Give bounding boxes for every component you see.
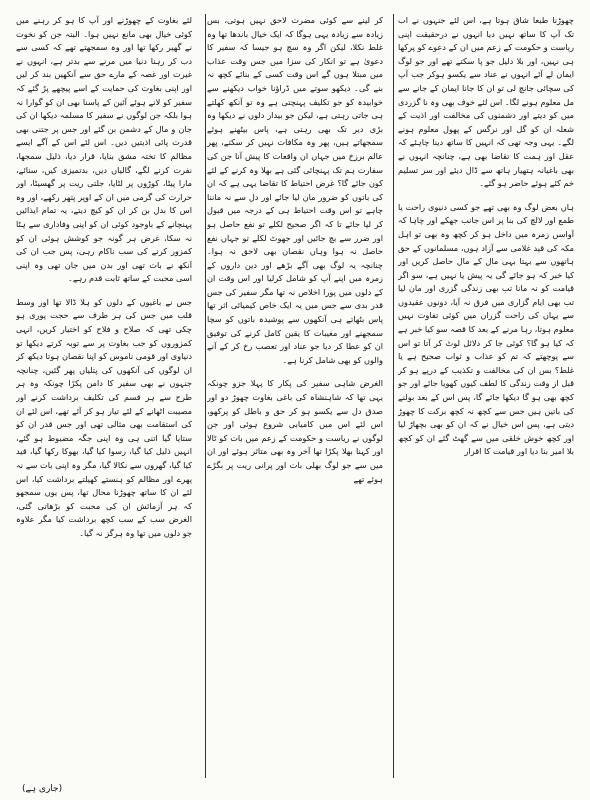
column-right [398, 14, 574, 778]
paragraph: جس نے باغیوں کے دلوں کو ہلا ڈالا تھا اور وسط قلب میں جس کی ہر طرف سے حجت پوری ہو چکی تھی کہ صلاح و فلاح کو اختیار کریں، انہی کمزوروں کو جب بغاوت پر سے توبہ کرتے دیکھا تو دنیاوی اور قومی ناموس کو اپنا نقصان ہوتا دیکھ کر ان لوگوں کی آنکھوں کی پتلیاں پھر گئیں، چنانچہ جنہوں نے بھی سفیر کا دامن پکڑا چونکہ وہ ہر طرح سے ہر قسم کی تکلیف برداشت کرنے اور مصیبت اٹھانے کے لئے تیار ہو کر آئے تھے، اس لئے ان کی استقامت بھی مثالی تھی اور جس قدر ان کو ستایا گیا اتنی ہی وہ اپنی جگہ مضبوط ہو گئے، انہیں ذلیل کیا گیا، رسوا کیا گیا، بھوکا رکھا گیا، قید کیا گیا، گھروں سے نکالا گیا، مگر وہ اپنی بات سے نہ پھرے اور مظالم کو ہنستے کھیلتے برداشت کیا، اس لئے ان کا ساتھ چھوڑنا محال تھا، پس یوں سمجھو کہ ہر آزمائش ان کی محبت کو بڑھاتی گئی، الغرض سب کے سب کچھ برداشت کیا مگر علاوہ جو دلوں میں تھا وہ ہرگز نہ گیا۔ [16, 296, 192, 538]
paragraph: الغرض شاہی سفیر کی پکار کا پہلا جزو چونکہ یہی تھا کہ شاہنشاہ کی باغی بغاوت چھوڑ دو اور صدق دل سے یکسو ہو کر حق و باطل کو پرکھو، اس لئے اس میں کامیابی شروع ہوئی اور جن لوگوں نے ریاست و حکومت کے زعم میں بات کو ٹالا اور کہنا بھلا پکڑا تھا آخر وہ بھی متاثر ہوئے اور ان میں سے جو لوگ بھلی بات اور پرانی ریت پر بگڑے ہوئے تھے [207, 378, 383, 484]
paragraph: کر لینے سے کوئی مضرت لاحق نہیں ہوتی، بس زیادہ سے زیادہ یہی ہوگا کہ ایک خیال باندھا تھا وہ غلط نکلا، لیکن اگر وہ سچ ہو جیسا کہ سفیر کا دعویٰ ہے تو انکار کی سزا میں جس وقت عذاب میں مبتلا ہوں گے اس وقت کسی کے بنائے کچھ نہ بنے گی۔ دیکھو سوتے میں ڈراؤنا خواب دیکھنے سے خوابیدہ کو جو تکلیف پہنچتی ہے وہ تو آنکھ کھلتے ہی جاتی رہتی ہے، لیکن جو بیدار دلوں نے دیکھا وہ بڑی دیر تک بھی رہتی ہے، پاس بیٹھنے ہوئے سمجھاتے ہیں، پھر وہ مکافات نہیں کر سکتے، پھر عالم برزخ میں جہاں ان واقعات کا پیش آنا جن کی سفارت ہم تک پہنچائی گئی ہے بھلا وہ کرنے کے لئے کون جائے گا؟ غرض احتیاط کا تقاضا یہی ہے کہ ان کی باتوں کو ضرور مان لیا جائے اور دل سے نہ ماننا چاہے تو اس وقت احتیاط ہی کے درجہ میں قبول کر لیا جائے تا کہ اگر صحیح لکلے تو نفع حاصل ہو اور ضرر سے بچ جائیں اور جھوٹ لکلے تو جہاں نفع حاصل نہ ہوا وہاں نقصان بھی لاحق نہ ہوا۔ چنانچہ یہ لوگ بھی آگے بڑھے اور دین داروں کے زمرہ میں اپنے آپ کو شامل کرلیا اور اس وقت ان کے دلوں میں پورا اخلاص نہ تھا مگر سفیر کی جس قدر بدی سے جس میں یہ ایک خاص کیمیائی اثر تھا پاس بٹھاتے ہی آنکھوں سے پوشیدہ باتوں کو سچا سمجھنے اور مغیبات کا یقین کامل کرنے کی توفیق ان کو عطا کر دیا جو عناد اور تعصب رخ کر کے آنے والوں کو بھی شامل کرنا ہے۔ [207, 15, 383, 365]
paragraph: لئے بغاوت کے چھوڑنے اور آپ کا ہو کر رہنے میں کوئی خیال بھی مانع نہیں ہوا۔ البتہ جن کو نخوت نے گھیر رکھا تھا اور وہ سمجھتے تھے کہ کسی سے دب کر رہنا دنیا میں مرنے سے بدتر ہے، انہوں نے غیرت اور غصہ کے مارے حق سے آنکھیں بند کر لیں اور اپنی بغاوت کی حمایت کے اسے پیچھے پڑ گئے کہ سفیر کو لانے ہوئے آئین کے پاسنا بھی ان کو گوارا نہ ہوا بلکہ جن لوگوں نے سفیر کا مسلمہ دیکھا ان کی جان و مال کے دشمن بن گئے اور جس پر جتنی بھی قدرت پائی اذیتیں دیں۔ اس لئے اس کے آگے ایسے مظالم کا تختہ مشق بنایا، قرار دیا، ذلیل سمجھا، نفرت کرنے لگے، گالیاں دیں، بدتمیزی کیں، سنائے، مارا پیٹا، کوڑوں پر لٹایا، جلتی ریت پر گھسیٹا، اور حرارت کی گرمی میں ان کے اوپر پتھر رکھے، اور وہ اس کا بدل بن کر ان کو کیچ دیتے، یہ تمام ایذائیں پہنچانے کے باوجود کوئی ان کو اپنی وفاداری سے ہٹا نہ سکا، غرض ہر گونہ جو کوشش ہوئی ان کو کمزور کرنے کی سب ناکام رہی، پس جب ان کی آنکھ نے بات تھی اور بدن میں جان تھی وہ اپنی اسی محبت کے ساتھ ثابت قدم رہے۔ [16, 15, 192, 284]
column-left [16, 14, 192, 778]
text-columns [16, 14, 574, 778]
continued-note: (جاری ہے) [22, 784, 63, 794]
paragraph: چھوڑنا طبعا شاق ہوتا ہے، اس لئے جنہوں نے اب تک آپ کا ساتھ نہیں دیا انہوں نے درحقیقت اپنی ریاست و حکومت کے زعم میں ان کے دعوے کو پرکھا ہی نہیں، اور بلا دلیل جو پا سکتے تھے اور جو لوگ ایمان لے آئے انہوں نے عناد سے یکسو ہوکر جب آپ کی سچائی جانچ لی تو ان کا جانا ایمان کے جانے سے مل معلوم ہونے لگا۔ اس لئے خوف بھی وہ نا گزردی میں کو دیتے اور دشمنوں کی مخالفت اور اذیت کے شعلہ ان کو گل اور نرگس کے پھول معلوم ہونے لگے۔ یہی وجہ تھی کہ انہیں کا ساتھ دینا چاہئے کہ عقل اور ہمت کا تقاضا بھی ہے، چنانچہ انہوں نے بھی باغیانہ ہتھیار ہاتھ سے ڈال دیئے اور سر تسلیم خم کئے ہوئے حاضر ہو گئے۔ [398, 15, 574, 189]
column-middle [207, 14, 383, 778]
paragraph: ہاں بعض لوگ وہ بھی تھے جو کسی دنیوی راحت یا طمع اور لالچ کی بنا پر اس جانب جھکے اور چاہا کہ آواسں زمرہ میں داخل ہو کر کچھ وہ بھی تو اہل مکہ کی قید غلامی سے آزاد ہوں، مسلمانوں کے حق ہاتھوں سے بہتا بہی مال کے مال حاصل کریں اور کیا خبر کہ ہو جائے گی یہ پیش یا نہیں ہے، سو اگر قیامت کو نہ مانا تب بھی زندگی گزری اور مان لیا تب بھی ایام گزاری میں فرق نہ آیا، دونوں عقیدوں سے یہاں کی راحت گزران میں کوئی تفاوت نہیں معلوم ہوتا، رہا مرنے کے بعد کا قصہ سو کیا خبر ہے کہ کیا ہو گا؟ کوئی جا کر دلائل لوٹ کر آتا تو اس سے پوچھتے کہ تم کو عذاب و ثواب صحیح ہے یا غلط؟ بس ان کی مخالفت و تکذیب کے درپے ہو کر قبل از وقت زندگی کا لطف کیوں کھویا جائے اور جو کچھ بھی ہو گا دیکھا جائے گا، پس اس کے بعد بولنے کی باتیں ہیں جس سے کچھ نہ کچھ برکت کا چھوڑ دیتی ہے، پس اس خیال نے کہ ان کو بھی بچھاڑ لیا اور کچھ خوش خلقی میں سے گھٹ گئے ان کو کچھ بلا امیر بنا دیا اور قیامت کا اقرار [398, 201, 574, 457]
column-divider [393, 14, 394, 778]
column-divider [205, 14, 206, 778]
